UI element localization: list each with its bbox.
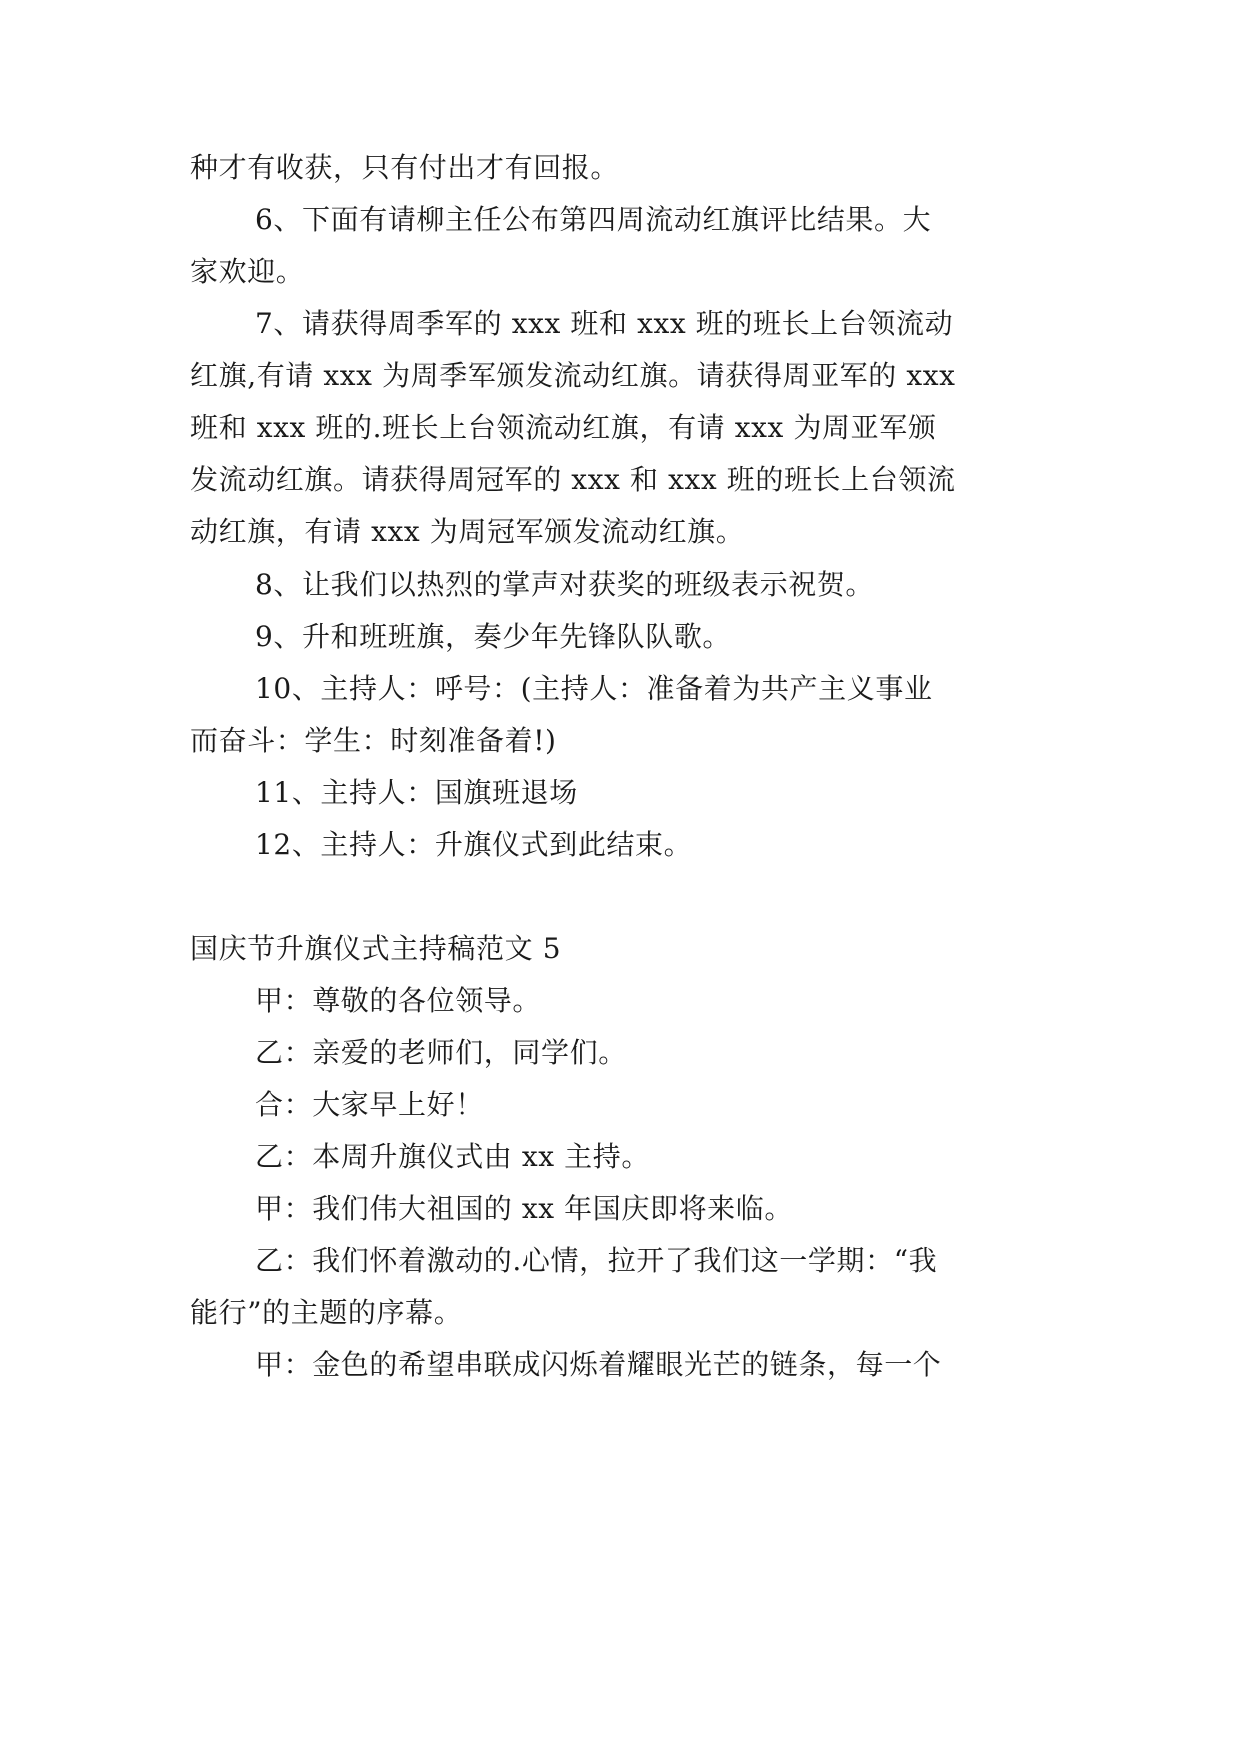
- paragraph-line: 甲：我们伟大祖国的 xx 年国庆即将来临。: [255, 1192, 793, 1225]
- paragraph-line: 合：大家早上好！: [255, 1088, 484, 1121]
- paragraph-line: 乙：亲爱的老师们，同学们。: [255, 1036, 627, 1069]
- paragraph-line: 能行”的主题的序幕。: [190, 1296, 463, 1329]
- paragraph-line: 甲：金色的希望串联成闪烁着耀眼光芒的链条，每一个: [255, 1348, 942, 1381]
- paragraph-line: 动红旗，有请 xxx 为周冠军颁发流动红旗。: [190, 515, 745, 548]
- paragraph-line: 发流动红旗。请获得周冠军的 xxx 和 xxx 班的班长上台领流: [190, 463, 956, 496]
- paragraph-line: 种才有收获，只有付出才有回报。: [190, 151, 620, 184]
- paragraph-line: 12、主持人：升旗仪式到此结束。: [255, 828, 693, 861]
- paragraph-line: 乙：本周升旗仪式由 xx 主持。: [255, 1140, 650, 1173]
- paragraph-line: 10、主持人：呼号：(主持人：准备着为共产主义事业: [255, 672, 933, 705]
- paragraph-line: 8、让我们以热烈的掌声对获奖的班级表示祝贺。: [255, 568, 875, 601]
- paragraph-line: 红旗,有请 xxx 为周季军颁发流动红旗。请获得周亚军的 xxx: [190, 359, 956, 392]
- paragraph-line: 乙：我们怀着激动的.心情，拉开了我们这一学期：“我: [255, 1244, 938, 1277]
- paragraph-line: 6、下面有请柳主任公布第四周流动红旗评比结果。大: [255, 203, 932, 236]
- paragraph-line: 而奋斗：学生：时刻准备着!): [190, 724, 557, 757]
- paragraph-line: 11、主持人：国旗班退场: [255, 776, 578, 809]
- paragraph-line: 家欢迎。: [190, 255, 305, 288]
- paragraph-line: 7、请获得周季军的 xxx 班和 xxx 班的班长上台领流动: [255, 307, 954, 340]
- paragraph-line: 9、升和班班旗，奏少年先锋队队歌。: [255, 620, 732, 653]
- paragraph-line: 甲：尊敬的各位领导。: [255, 984, 542, 1017]
- paragraph-line: 班和 xxx 班的.班长上台领流动红旗，有请 xxx 为周亚军颁: [190, 411, 937, 444]
- section-heading: 国庆节升旗仪式主持稿范文 5: [190, 932, 562, 965]
